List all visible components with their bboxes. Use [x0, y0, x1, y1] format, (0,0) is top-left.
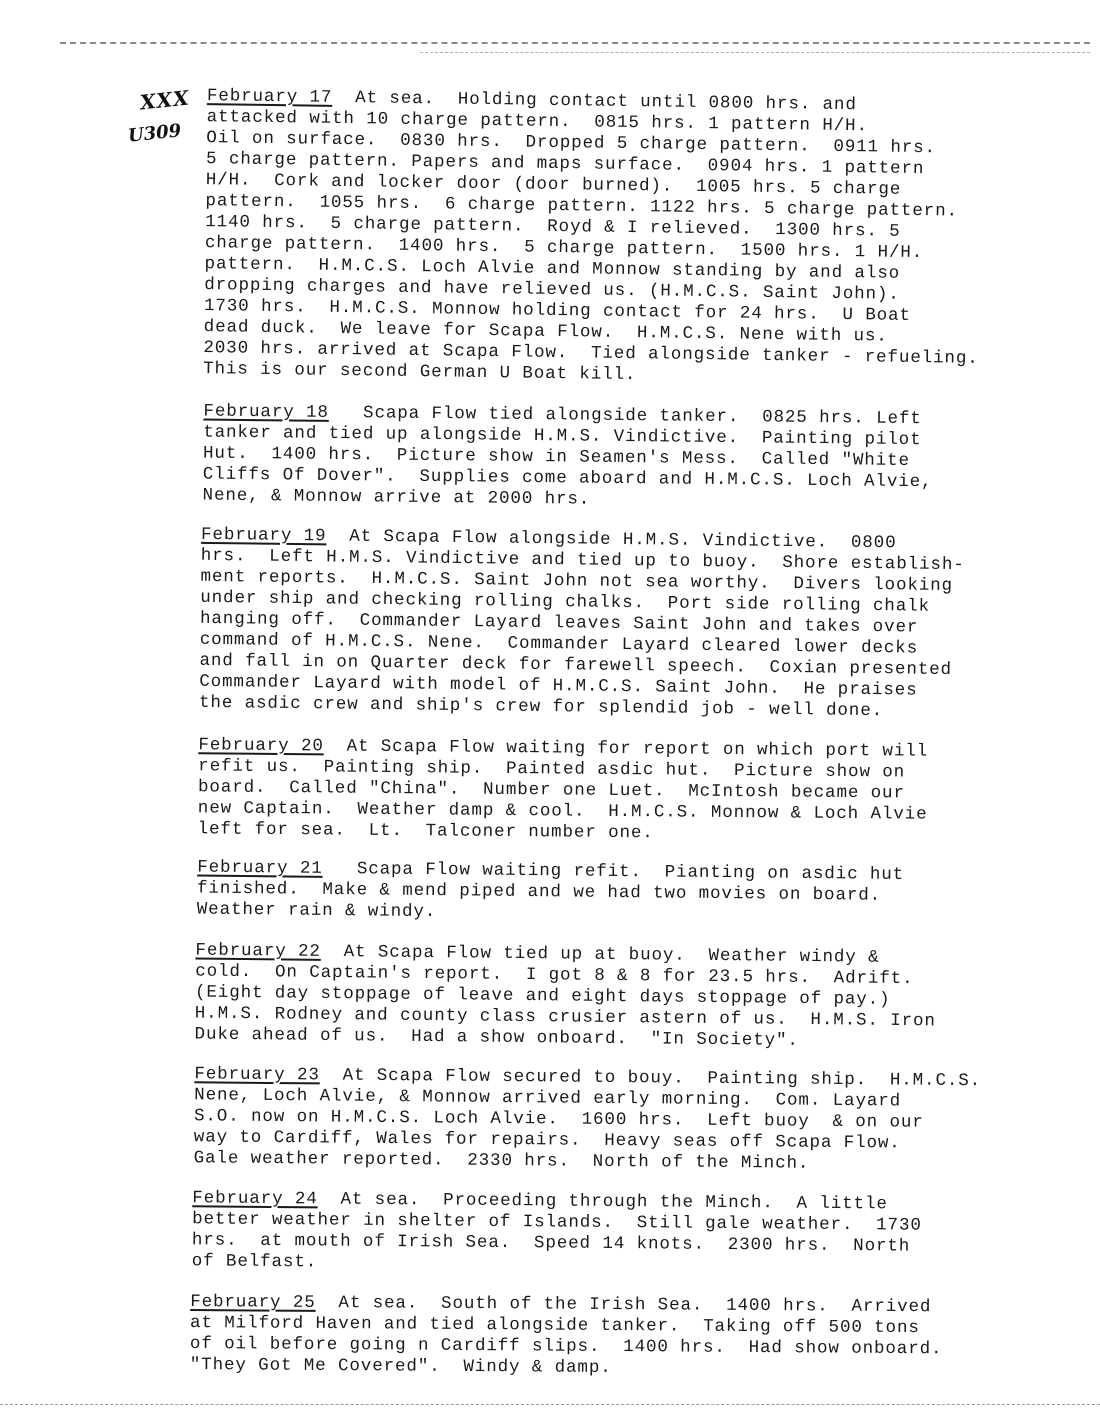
entry-date: February 25: [190, 1292, 316, 1313]
diary-entry-feb-21: [197, 858, 1048, 930]
margin-note-uboat: U309: [127, 120, 183, 147]
diary-entry-feb-25: [190, 1292, 1041, 1382]
entry-date: February 17: [206, 86, 333, 108]
margin-mark-xxx: XXX: [138, 85, 191, 115]
entry-text: At Scapa Flow alongside H.M.S. Vindictive. 0800 hrs. Left H.M.S. Vindictive and tied up to buoy. Shore establish- ment reports. H.M.C.S. Saint John not sea worthy. Divers looking under ship and checking rolling chalks. Port side rolling chalk hanging off. Commander Layard leaves Saint John and takes over command of H.M.C.S. Nene. Commander Layard cleared lower decks and fall in on Quarter deck for farewell speech. Coxian presented Commander Layard with model of H.M.C.S. Saint John. He praises the asdic crew and ship's crew for splendid job - well done.: [198, 526, 965, 722]
entry-date: February 21: [197, 857, 323, 879]
entry-text: At sea. Holding contact until 0800 hrs. and attacked with 10 charge pattern. 0815 hrs. 1 pattern H/H. Oil on surface. 0830 hrs. Dropped 5 charge pattern. 0911 hrs. 5 charge pattern. Papers and maps surface. 0904 hrs. 1 pattern H/H. Cork and locker door (door burned). 1005 hrs. 5 charge pattern. 1055 hrs. 6 charge pattern. 1122 hrs. 5 charge pattern. 1140 hrs. 5 charge pattern. Royd & I relieved. 1300 hrs. 5 charge pattern. 1400 hrs. 5 charge pattern. 1500 hrs. 1 H/H. pattern. H.M.C.S. Loch Alvie and Monnow standing by and also dropping charges and have relieved us. (H.M.C.S. Saint John). 1730 hrs. H.M.C.S. Monnow holding contact for 24 hrs. U Boat dead duck. We leave for Scapa Flow. H.M.C.S. Nene with us. 2030 hrs. arrived at Scapa Flow. Tied alongside tanker - refueling. This is our second German U Boat kill.: [203, 87, 979, 386]
scan-edge-bottom: [0, 1404, 1100, 1405]
entry-date: February 22: [195, 940, 321, 962]
diary-entry-feb-18: [202, 402, 1053, 516]
entry-text: Scapa Flow waiting refit. Pianting on asdic hut finished. Make & mend piped and we had two movies on board. Weather rain & windy.: [196, 858, 905, 923]
entry-date: February 20: [198, 735, 324, 757]
diary-entry-feb-23: [194, 1064, 1045, 1176]
entry-date: February 23: [194, 1064, 320, 1086]
diary-entry-feb-17: [203, 86, 1057, 392]
entry-text: Scapa Flow tied alongside tanker. 0825 hrs. Left tanker and tied up alongside H.M.S. Vindictive. Painting pilot Hut. 1400 hrs. Picture show in Seamen's Mess. Called "White Cliffs Of Dover". Supplies come aboard and H.M.C.S. Loch Alvie, Nene, & Monnow arrive at 2000 hrs.: [202, 402, 933, 510]
entry-text: At sea. Proceeding through the Minch. A little better weather in shelter of Islands. Still gale weather. 1730 hrs. at mouth of Irish Sea. Speed 14 knots. 2300 hrs. North of Belfast.: [191, 1189, 922, 1273]
entry-date: February 18: [203, 401, 329, 423]
diary-entry-feb-20: [198, 735, 1049, 847]
entry-text: At sea. South of the Irish Sea. 1400 hrs. Arrived at Milford Haven and tied alongside tanker. Taking off 500 tons of oil before going n Cardiff slips. 1400 hrs. Had show onboard. "They Got Me Covered". Windy & damp.: [189, 1292, 943, 1378]
diary-entry-feb-22: [194, 941, 1045, 1055]
entry-date: February 19: [200, 524, 327, 547]
diary-entry-feb-24: [192, 1188, 1043, 1279]
entry-text: At Scapa Flow tied up at buoy. Weather windy & cold. On Captain's report. I got 8 & 8 for 23.5 hrs. Adrift. (Eight day stoppage of leave and eight days stoppage of pay.) H.M.S. Rodney and county class crusier astern of us. H.M.S. Iron Duke ahead of us. Had a show onboard. "In Society".: [194, 941, 936, 1051]
entry-text: At Scapa Flow secured to bouy. Painting ship. H.M.C.S. Nene, Loch Alvie, & Monnow arrived early morning. Com. Layard S.O. now on H.M.C.S. Loch Alvie. 1600 hrs. Left buoy & on our way to Cardiff, Wales for repairs. Heavy seas off Scapa Flow. Gale weather reported. 2330 hrs. North of the Minch.: [193, 1065, 982, 1174]
entry-text: At Scapa Flow waiting for report on which port will refit us. Painting ship. Painted asdic hut. Picture show on board. Called "China". Number one Luet. McIntosh became our new Captain. Weather damp & cool. H.M.C.S. Monnow & Loch Alvie left for sea. Lt. Talconer number one.: [197, 736, 929, 844]
entry-date: February 24: [192, 1188, 318, 1210]
diary-entry-feb-19: [199, 525, 1051, 724]
